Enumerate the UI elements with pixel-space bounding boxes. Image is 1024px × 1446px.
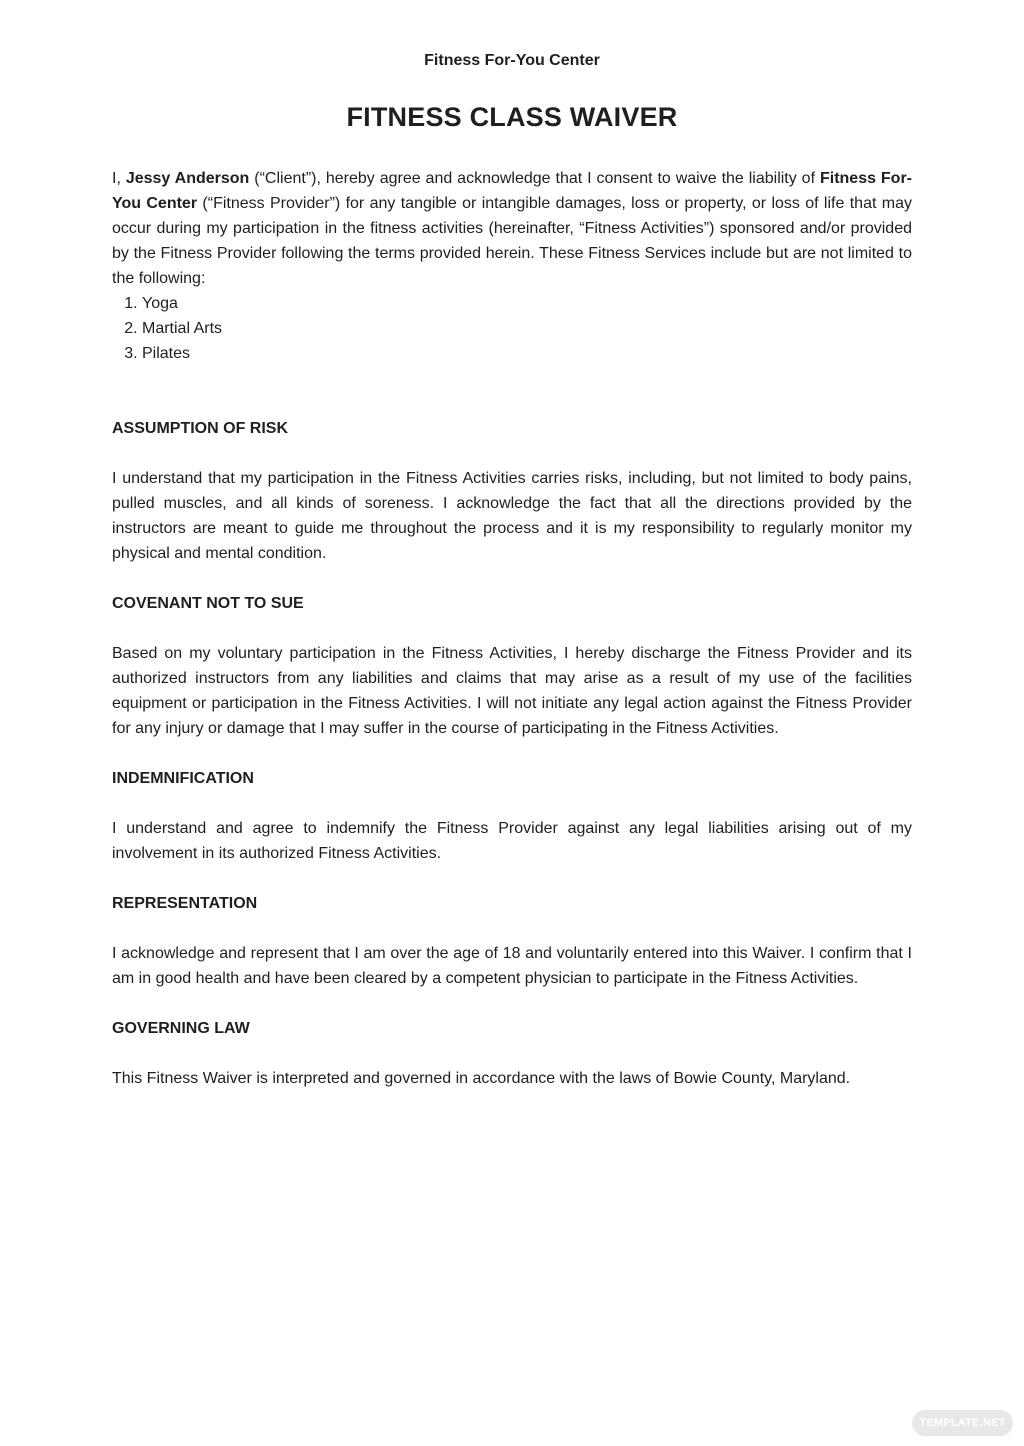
intro-prefix: I, [112, 170, 126, 187]
client-name: Jessy Anderson [125, 170, 250, 187]
section-heading-assumption-of-risk: ASSUMPTION OF RISK [112, 420, 289, 437]
document-title: FITNESS CLASS WAIVER [346, 102, 678, 132]
spacer [112, 566, 912, 591]
spacer [112, 616, 912, 641]
intro-text-2: (“Fitness Provider”) for any tangible or intangible damages, loss or property, or loss of life that may occur during my participation in the fitness activities (hereinafter, “Fitness Activities”) sponsored and/or provided by the Fitness Provider following the terms provided herein. These Fitness Services include but are not limited to the following: [112, 195, 913, 287]
intro-text-1: (“Client”), hereby agree and acknowledge that I consent to waive the liability of [249, 170, 820, 187]
spacer [112, 791, 912, 816]
spacer [112, 866, 912, 891]
section-body-indemnification: I understand and agree to indemnify the Fitness Provider against any legal liabilities arising out of my involvement in its authorized Fitness Activities. [112, 820, 912, 862]
section-body-assumption-of-risk: I understand that my participation in the Fitness Activities carries risks, including, but not limited to body pains, pulled muscles, and all kinds of soreness. I acknowledge the fact that all the directions provided by the instructors are meant to guide me throughout the process and it is my responsibility to regularly monitor my physical and mental condition. [112, 470, 912, 562]
activities-list [112, 291, 912, 366]
spacer [112, 916, 912, 941]
spacer [112, 441, 912, 466]
spacer [112, 991, 912, 1016]
activity-item: 3. Pilates [142, 341, 912, 366]
template-watermark: TEMPLATE.NET [912, 1410, 1013, 1436]
section-heading-indemnification: INDEMNIFICATION [112, 770, 254, 787]
spacer [112, 1041, 912, 1066]
intro-paragraph [112, 166, 912, 291]
spacer [112, 366, 912, 416]
company-name: Fitness For-You Center [424, 52, 600, 69]
activity-item: 2. Martial Arts [142, 316, 912, 341]
section-heading-governing-law: GOVERNING LAW [112, 1020, 250, 1037]
section-body-representation: I acknowledge and represent that I am over the age of 18 and voluntarily entered into this Waiver. I confirm that I am in good health and have been cleared by a competent physician to participate in the Fitness Activities. [112, 945, 912, 987]
document-body [112, 166, 912, 1091]
provider-name: Fitness For-You Center [112, 170, 913, 212]
section-body-covenant-not-to-sue: Based on my voluntary participation in the Fitness Activities, I hereby discharge the Fitness Provider and its authorized instructors from any liabilities and claims that may arise as a result of my use of the facilities equipment or participation in the Fitness Activities. I will not initiate any legal action against the Fitness Provider for any injury or damage that I may suffer in the course of participating in the Fitness Activities. [112, 645, 912, 737]
section-heading-representation: REPRESENTATION [112, 895, 258, 912]
activity-item: 1. Yoga [142, 291, 912, 316]
section-heading-covenant-not-to-sue: COVENANT NOT TO SUE [112, 595, 304, 612]
spacer [112, 741, 912, 766]
section-body-governing-law: This Fitness Waiver is interpreted and governed in accordance with the laws of Bowie County, Maryland. [112, 1070, 851, 1087]
